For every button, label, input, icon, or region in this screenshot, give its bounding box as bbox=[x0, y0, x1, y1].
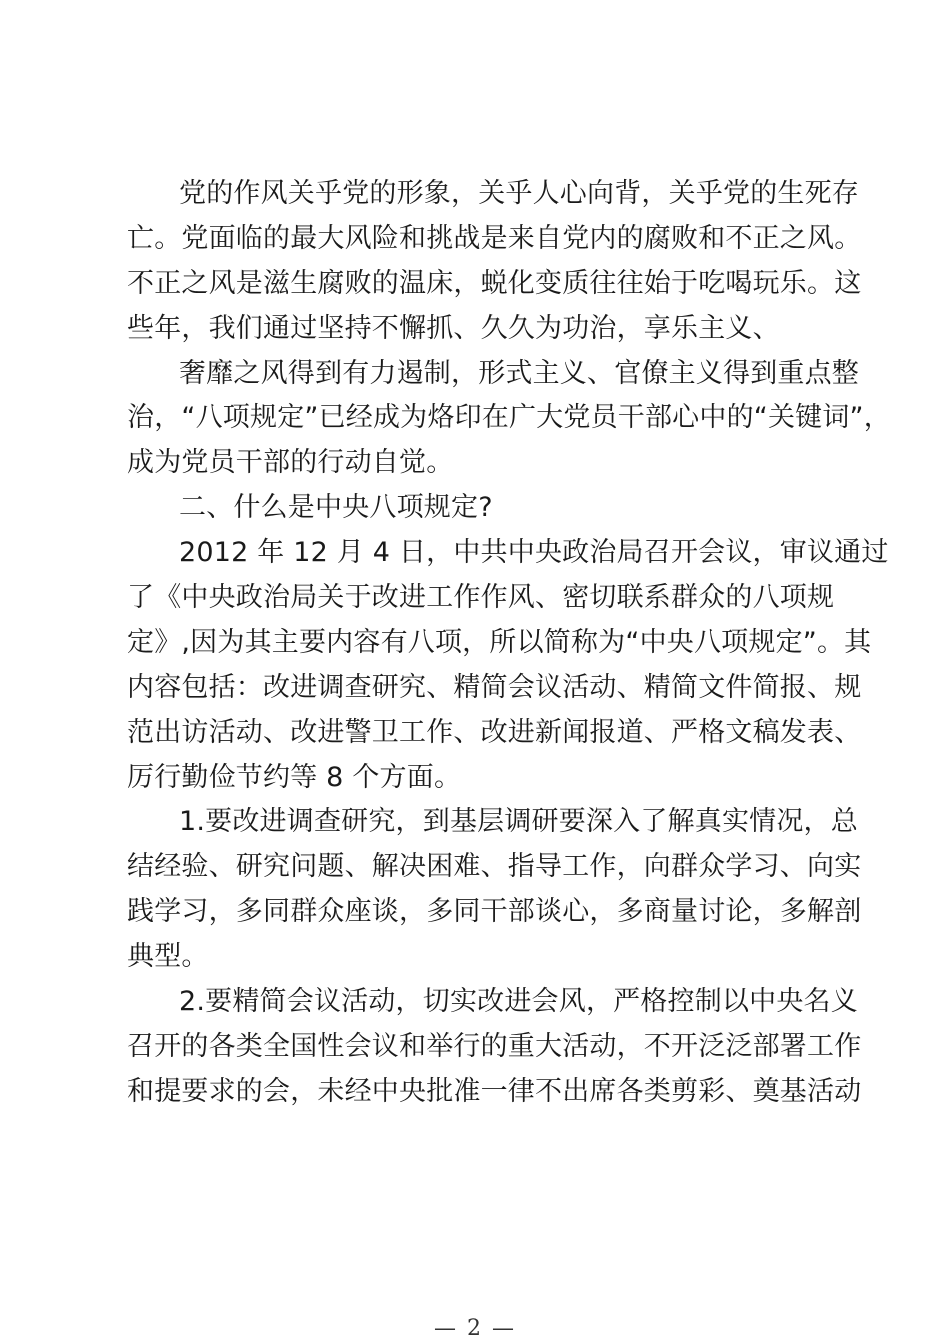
text-line: 典型。 bbox=[127, 941, 209, 973]
text-line: 奢靡之风得到有力遏制，形式主义、官僚主义得到重点整 bbox=[179, 357, 859, 389]
text-line: 内容包括：改进调查研究、精简会议活动、精简文件简报、规 bbox=[127, 671, 862, 703]
document-body bbox=[127, 172, 891, 1115]
text-line: 定》,因为其主要内容有八项，所以简称为“中央八项规定”。其 bbox=[127, 626, 872, 658]
text-line: 了《中央政治局关于改进工作作风、密切联系群众的八项规 bbox=[127, 582, 835, 614]
text-line: 些年，我们通过坚持不懈抓、久久为功治，享乐主义、 bbox=[127, 312, 780, 344]
text-line: 践学习，多同群众座谈，多同干部谈心，多商量讨论，多解剖 bbox=[127, 896, 862, 928]
text-line: 召开的各类全国性会议和举行的重大活动，不开泛泛部署工作 bbox=[127, 1030, 862, 1062]
text-line: 2.要精简会议活动，切实改进会风，严格控制以中央名义 bbox=[179, 986, 858, 1018]
text-line: 成为党员干部的行动自觉。 bbox=[127, 447, 454, 479]
text-line: 2012 年 12 月 4 日，中共中央政治局召开会议，审议通过 bbox=[179, 537, 889, 569]
paragraph-item-1 bbox=[127, 800, 862, 980]
text-line: 1.要改进调查研究，到基层调研要深入了解真实情况，总 bbox=[179, 806, 858, 838]
text-line: 厉行勤俭节约等 8 个方面。 bbox=[127, 761, 462, 793]
text-line: 亡。党面临的最大风险和挑战是来自党内的腐败和不正之风。 bbox=[127, 222, 862, 254]
paragraph-intro bbox=[127, 172, 862, 352]
paragraph-item-2 bbox=[127, 980, 862, 1115]
paragraph-intro-continued bbox=[127, 352, 891, 487]
text-line: 治，“八项规定”已经成为烙印在广大党员干部心中的“关键词”， bbox=[127, 402, 891, 434]
paragraph-definition bbox=[127, 531, 889, 800]
page-number: — 2 — bbox=[434, 1316, 516, 1341]
text-line: 党的作风关乎党的形象，关乎人心向背，关乎党的生死存 bbox=[179, 178, 859, 209]
paragraph-section-heading bbox=[127, 486, 827, 531]
text-line: 范出访活动、改进警卫工作、改进新闻报道、严格文稿发表、 bbox=[127, 716, 862, 748]
text-line: 二、什么是中央八项规定? bbox=[179, 492, 493, 524]
text-line: 和提要求的会，未经中央批准一律不出席各类剪彩、奠基活动 bbox=[127, 1075, 862, 1107]
text-line: 不正之风是滋生腐败的温床，蜕化变质往往始于吃喝玩乐。这 bbox=[127, 267, 862, 299]
text-line: 结经验、研究问题、解决困难、指导工作，向群众学习、向实 bbox=[127, 851, 862, 883]
